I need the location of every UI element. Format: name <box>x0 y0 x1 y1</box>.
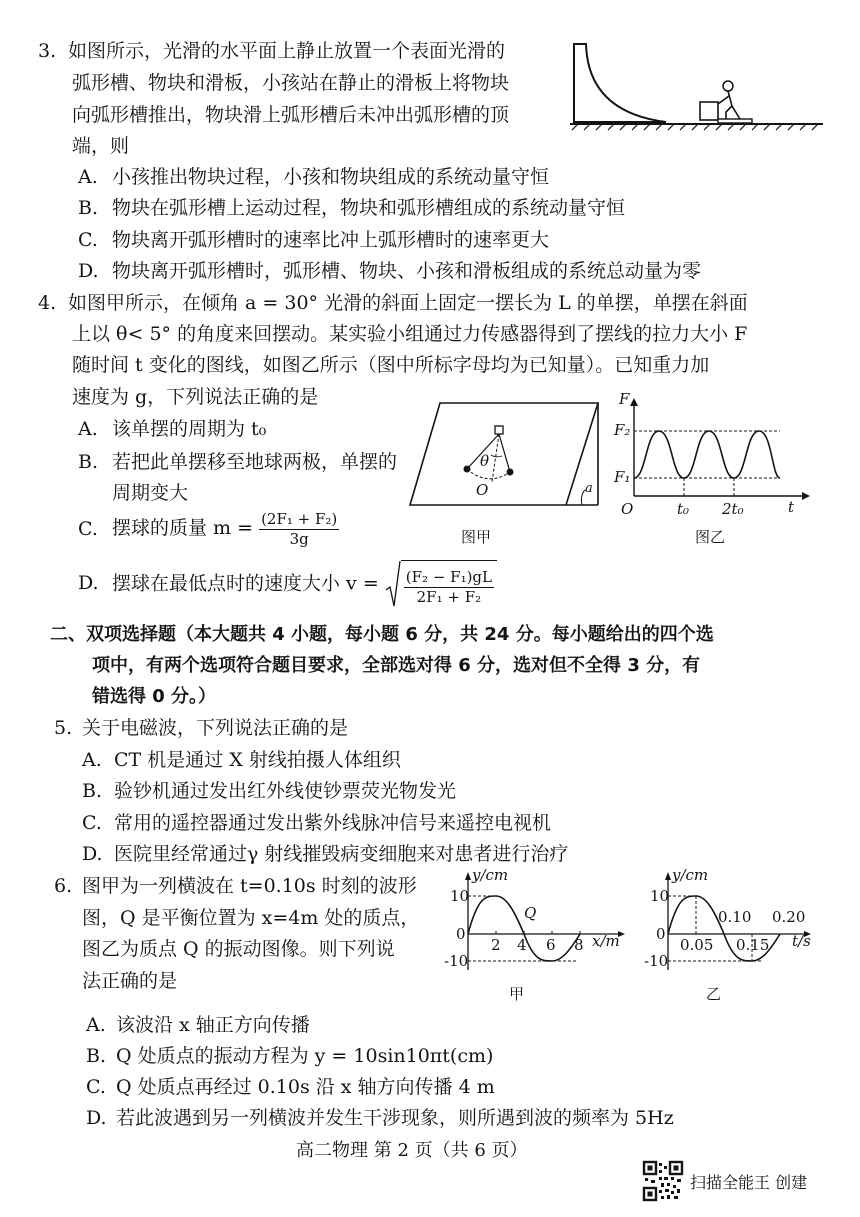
q4-figure-jia-incline <box>408 395 608 515</box>
q3-option-d-label: D. <box>78 260 99 282</box>
q4-stem-line-3: 随时间 t 变化的图线，如图乙所示（图中所标字母均为已知量）。已知重力加 <box>72 354 710 376</box>
q3-number: 3. <box>38 40 57 62</box>
section-2-heading-line-1: 二、双项选择题（本大题共 4 小题，每小题 6 分，共 24 分。每小题给出的四个选 <box>50 624 714 645</box>
q4-fig-jia-theta: θ <box>480 452 490 470</box>
q6-stem-line-4: 法正确的是 <box>82 970 178 992</box>
q3-stem-line-4: 端，则 <box>72 135 130 157</box>
q6-stem-line-1: 图甲为一列横波在 t=0.10s 时刻的波形 <box>82 875 417 897</box>
section-2-heading-line-2: 项中，有两个选项符合题目要求，全部选对得 6 分，选对但不全得 3 分，有 <box>92 655 701 676</box>
q6-fig-jia-tick-2: 2 <box>491 936 501 954</box>
q5-option-b-text: 验钞机通过发出红外线使钞票荧光物发光 <box>114 780 457 802</box>
q6-fig-jia-tick-4: 4 <box>517 936 527 954</box>
q4-fig-yi-caption: 图乙 <box>695 528 726 546</box>
q5-number: 5. <box>54 717 73 739</box>
q4-option-c-numerator: (2F₁ + F₂) <box>261 509 338 528</box>
q4-option-d-label: D. <box>78 572 99 594</box>
q6-fig-jia-caption: 甲 <box>509 985 525 1003</box>
q4-option-d-fraction <box>404 568 494 607</box>
q4-option-d-denominator: 2F₁ + F₂ <box>416 587 482 606</box>
q4-fig-jia-caption: 图甲 <box>461 528 492 546</box>
q4-fig-yi-f1-label: F₁ <box>614 468 631 486</box>
q4-option-c-text: 摆球的质量 m = <box>112 517 254 539</box>
q6-option-a-label: A. <box>86 1014 106 1036</box>
q6-fig-jia-y-axis-label: y/cm <box>472 866 509 884</box>
q6-option-c-label: C. <box>86 1076 106 1098</box>
q6-fig-yi-tick-010: 0.10 <box>718 908 752 926</box>
q4-fig-jia-o: O <box>476 481 489 499</box>
q6-option-b-label: B. <box>86 1045 107 1067</box>
q6-fig-yi-y-axis-label: y/cm <box>672 866 709 884</box>
q4-fig-jia-angle-a: a <box>585 481 593 496</box>
q6-fig-jia-x-axis-label: x/m <box>592 932 620 950</box>
q6-fig-yi-tick-020: 0.20 <box>772 908 806 926</box>
section-2-heading-line-3: 错选得 0 分。） <box>92 686 217 707</box>
q3-option-c-label: C. <box>78 229 98 251</box>
q5-option-d-text: 医院里经常通过γ 射线摧毁病变细胞来对患者进行治疗 <box>114 843 569 865</box>
q3-option-a-label: A. <box>78 166 98 188</box>
q4-option-b-label: B. <box>78 451 99 473</box>
q6-fig-yi-caption: 乙 <box>706 985 722 1003</box>
q5-option-d-label: D. <box>82 843 103 865</box>
scanner-brand-label: 扫描全能王 创建 <box>690 1173 808 1192</box>
q4-option-a-label: A. <box>78 418 98 440</box>
q4-option-a-text: 该单摆的周期为 t₀ <box>112 418 267 440</box>
q4-option-b-text-2: 周期变大 <box>112 482 189 504</box>
q3-option-a-text: 小孩推出物块过程，小孩和物块组成的系统动量守恒 <box>112 166 550 188</box>
q4-fig-yi-origin: O <box>621 500 634 518</box>
q6-option-d-label: D. <box>86 1107 107 1129</box>
q6-stem-line-3: 图乙为质点 Q 的振动图像。则下列说 <box>82 938 395 960</box>
q6-fig-yi-y-bottom: -10 <box>644 952 669 970</box>
q3-stem-line-2: 弧形槽、物块和滑板，小孩站在静止的滑板上将物块 <box>72 72 510 94</box>
q6-fig-yi-tick-015: 0.15 <box>736 936 770 954</box>
q6-option-c-text: Q 处质点再经过 0.10s 沿 x 轴方向传播 4 m <box>116 1076 495 1098</box>
q4-option-d-sqrt <box>385 560 497 609</box>
q4-number: 4. <box>38 292 57 314</box>
q4-fig-yi-x-axis-label: t <box>788 498 795 516</box>
q6-figure-jia-waveform <box>438 866 628 980</box>
qr-code-icon <box>643 1161 683 1201</box>
q6-fig-yi-x-axis-label: t/s <box>792 932 811 950</box>
q6-option-b-text: Q 处质点的振动方程为 y = 10sin10πt(cm) <box>116 1045 494 1067</box>
q4-figure-yi-force-graph <box>612 390 812 526</box>
q3-stem-line-1: 如图所示，光滑的水平面上静止放置一个表面光滑的 <box>68 40 506 62</box>
q3-option-b-label: B. <box>78 197 99 219</box>
q6-fig-jia-tick-6: 6 <box>546 936 556 954</box>
page-footer: 高二物理 第 2 页（共 6 页） <box>296 1140 528 1161</box>
q6-option-d-text: 若此波遇到另一列横波并发生干涉现象，则所遇到波的频率为 5Hz <box>116 1107 674 1129</box>
q4-option-c-formula <box>112 506 339 550</box>
q6-fig-jia-tick-8: 8 <box>574 936 584 954</box>
q5-option-c-label: C. <box>82 812 102 834</box>
q4-stem-line-2: 上以 θ< 5° 的角度来回摆动。某实验小组通过力传感器得到了摆线的拉力大小 F <box>72 323 748 345</box>
q4-option-c-denominator: 3g <box>289 529 309 548</box>
q5-option-a-text: CT 机是通过 X 射线拍摄人体组织 <box>114 749 401 771</box>
q6-option-a-text: 该波沿 x 轴正方向传播 <box>116 1014 310 1036</box>
q6-fig-jia-q-label: Q <box>524 904 537 922</box>
q4-fig-yi-f2-label: F₂ <box>614 421 631 439</box>
q6-fig-yi-tick-005: 0.05 <box>680 936 714 954</box>
q6-fig-yi-zero: 0 <box>656 925 666 943</box>
q4-fig-yi-y-axis-label: F <box>619 390 630 408</box>
q6-number: 6. <box>54 875 73 897</box>
q6-fig-jia-y-top: 10 <box>450 887 470 905</box>
q3-figure-arc-groove <box>568 42 833 132</box>
q4-option-d-numerator: (F₂ − F₁)gL <box>405 567 492 586</box>
q4-fig-yi-2t0-label: 2t₀ <box>722 500 744 518</box>
q6-fig-jia-zero: 0 <box>456 925 466 943</box>
q4-option-b-text-1: 若把此单摆移至地球两极，单摆的 <box>112 451 398 473</box>
q3-option-d-text: 物块离开弧形槽时，弧形槽、物块、小孩和滑板组成的系统总动量为零 <box>112 260 702 282</box>
q5-option-b-label: B. <box>82 780 103 802</box>
q5-option-a-label: A. <box>82 749 102 771</box>
q4-option-c-label: C. <box>78 518 98 540</box>
q6-fig-yi-y-top: 10 <box>650 887 670 905</box>
q3-stem-line-3: 向弧形槽推出，物块滑上弧形槽后未冲出弧形槽的顶 <box>72 104 510 126</box>
q5-option-c-text: 常用的遥控器通过发出紫外线脉冲信号来遥控电视机 <box>114 812 552 834</box>
q6-fig-jia-y-bottom: -10 <box>444 952 469 970</box>
q4-stem-line-4: 速度为 g，下列说法正确的是 <box>72 386 319 408</box>
q6-stem-line-2: 图，Q 是平衡位置为 x=4m 处的质点， <box>82 907 420 929</box>
q6-figure-yi-vibration <box>642 866 832 980</box>
q5-stem: 关于电磁波，下列说法正确的是 <box>82 717 349 739</box>
q4-stem-line-1: 如图甲所示，在倾角 a = 30° 光滑的斜面上固定一摆长为 L 的单摆，单摆在斜面 <box>68 292 748 314</box>
q3-option-b-text: 物块在弧形槽上运动过程，物块和弧形槽组成的系统动量守恒 <box>112 197 626 219</box>
q4-option-c-fraction <box>259 510 339 549</box>
q4-option-d-text: 摆球在最低点时的速度大小 v = <box>112 572 379 595</box>
q4-option-d-formula <box>112 560 497 609</box>
q4-fig-yi-t0-label: t₀ <box>677 500 690 518</box>
q3-option-c-text: 物块离开弧形槽时的速率比冲上弧形槽时的速率更大 <box>112 229 550 251</box>
